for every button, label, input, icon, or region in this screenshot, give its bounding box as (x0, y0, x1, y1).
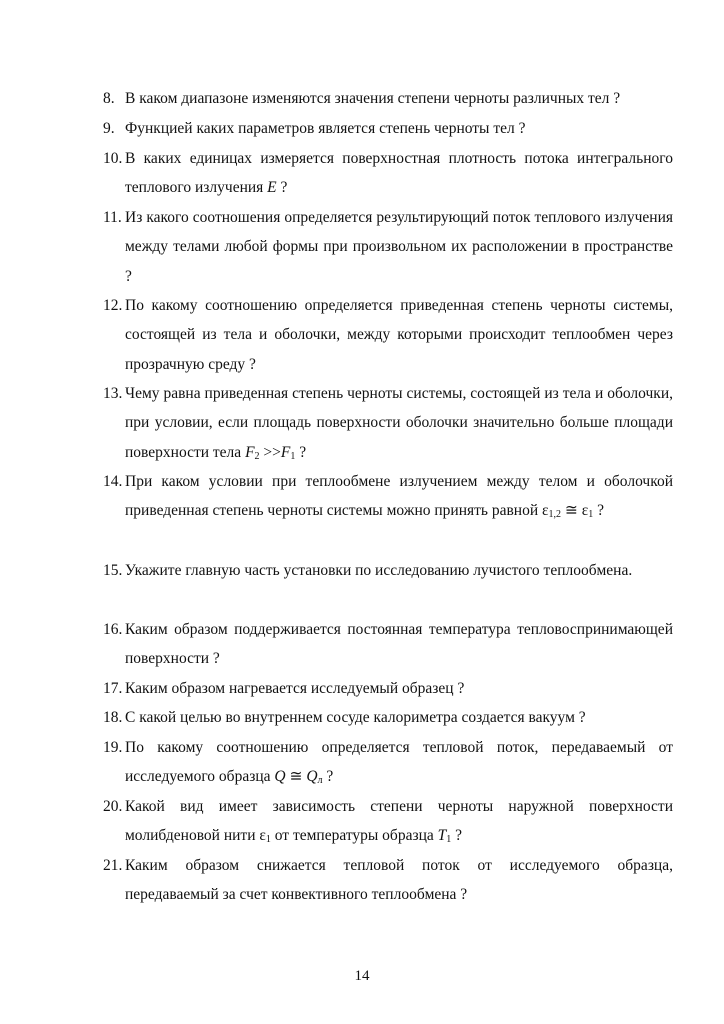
question-number: 18. (103, 709, 123, 726)
question-number: 21. (103, 857, 123, 874)
question-text: По какому соотношению определяется приведенная степень черноты системы, состоящей из тела и оболочки, между которыми происходит теплообмен через прозрачную среду ? (125, 297, 673, 373)
question-text: Каким образом нагревается исследуемый образец ? (125, 680, 465, 697)
question-number: 10. (103, 150, 123, 167)
question-text: Каким образом поддерживается постоянная температура тепловоспринимающей поверхности ? (125, 621, 673, 668)
question-14 (103, 467, 673, 526)
question-text: В каких единицах измеряется поверхностная плотность потока интегрального теплового излучения E ? (125, 150, 673, 197)
question-8 (103, 84, 673, 113)
question-19 (103, 733, 673, 792)
question-number: 20. (103, 798, 123, 815)
question-text: По какому соотношению определяется тепловой поток, передаваемый от исследуемого образца Q ≅ $Q_л$ ? (125, 739, 673, 787)
variable: E (267, 179, 277, 197)
question-12 (103, 291, 673, 379)
question-text: Каким образом снижается тепловой поток от исследуемого образца, передаваемый за счет конвективного теплообмена ? (125, 857, 673, 904)
question-number: 14. (103, 473, 123, 490)
question-number: 11. (103, 209, 122, 226)
question-number: 8. (103, 90, 115, 107)
question-text: Функцией каких параметров является степень черноты тел ? (125, 120, 526, 137)
question-15 (103, 556, 673, 585)
question-number: 19. (103, 739, 123, 756)
question-text: При каком условии при теплообмене излучением между телом и оболочкой приведенная степень черноты системы можно принять равной $\varepsilon_{1,2}$ ≅ $\varepsilon_1$ ? (125, 473, 673, 521)
question-18 (103, 703, 673, 732)
question-number: 12. (103, 297, 123, 314)
question-9 (103, 114, 673, 143)
question-text: Чему равна приведенная степень черноты системы, состоящей из тела и оболочки, при условии, если площадь поверхности оболочки значительно больше площади поверхности тела $F_2 >>F_1$ ? (125, 385, 673, 462)
question-10 (103, 144, 673, 203)
question-text: С какой целью во внутреннем сосуде калориметра создается вакуум ? (125, 709, 586, 726)
question-11 (103, 203, 673, 291)
question-text: В каком диапазоне изменяются значения степени черноты различных тел ? (125, 90, 621, 107)
question-number: 9. (103, 120, 115, 137)
question-13 (103, 379, 673, 467)
question-number: 13. (103, 385, 123, 402)
question-text: Из какого соотношения определяется результирующий поток теплового излучения между телами любой формы при произвольном их расположении в пространстве ? (125, 209, 673, 285)
question-number: 16. (103, 621, 123, 638)
page-number: 14 (354, 968, 370, 984)
question-number: 15. (103, 562, 123, 579)
question-21 (103, 851, 673, 910)
question-text: Укажите главную часть установки по исследованию лучистого теплообмена. (125, 562, 633, 579)
question-text: Какой вид имеет зависимость степени черноты наружной поверхности молибденовой нити $\varepsilon_1$ от температуры образца $T_1$ ? (125, 798, 673, 846)
question-20 (103, 792, 673, 851)
question-17 (103, 674, 673, 703)
question-number: 17. (103, 680, 123, 697)
question-16 (103, 615, 673, 674)
